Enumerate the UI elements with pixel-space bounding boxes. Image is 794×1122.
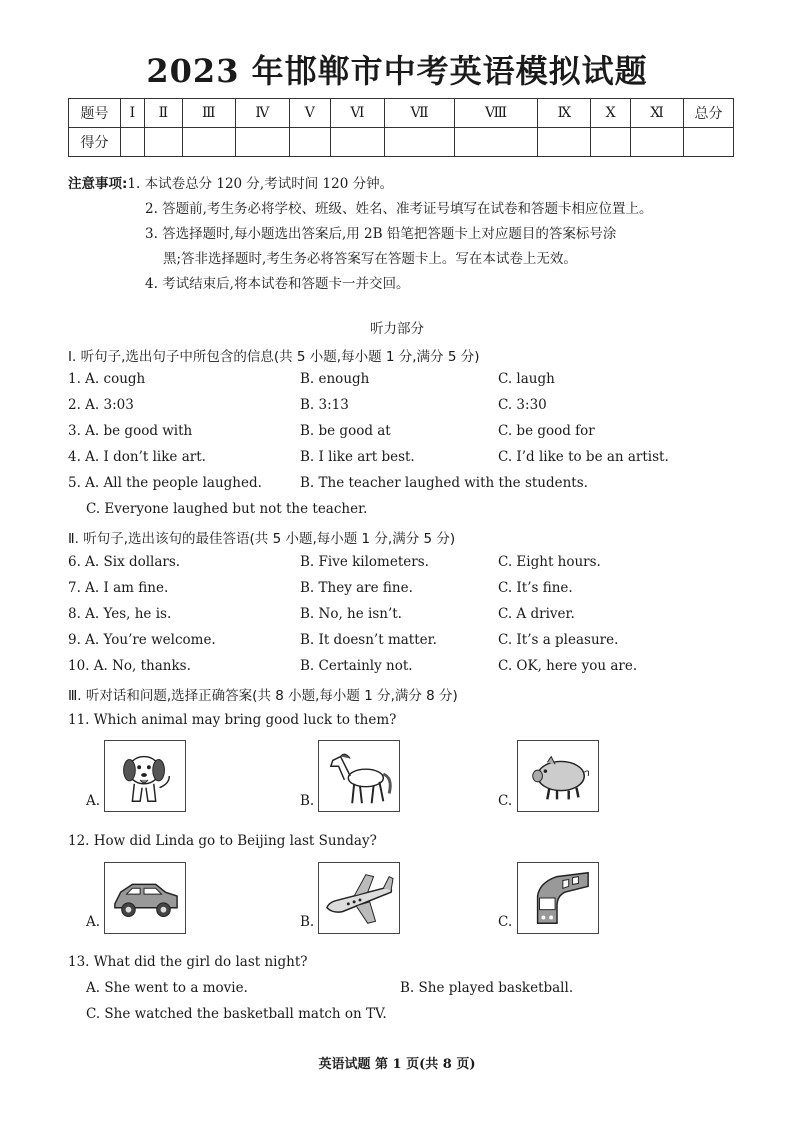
plane-picture [318,862,400,934]
q4-option-c: C. I’d like to be an artist. [498,449,669,465]
note-row [68,172,738,197]
horse-picture [318,740,400,812]
score-table-part: Ⅴ [290,99,330,128]
score-cell[interactable] [591,128,631,157]
q11-question: 11. Which animal may bring good luck to them? [68,712,397,728]
part3-heading: Ⅲ. 听对话和问题,选择正确答案(共 8 小题,每小题 1 分,满分 8 分) [68,688,458,704]
score-cell[interactable] [290,128,330,157]
score-cell[interactable] [235,128,289,157]
score-table [68,98,734,157]
score-table-part: Ⅰ [121,99,145,128]
page-footer: 英语试题 第 1 页(共 8 页) [318,1057,476,1072]
score-cell[interactable] [538,128,591,157]
q1-option-a: 1. A. cough [68,371,146,387]
notes-label: 注意事项: [68,176,128,192]
page-title: 2023 年邯郸市中考英语模拟试题 [146,52,648,90]
q13-option-c: C. She watched the basketball match on TV. [86,1006,387,1022]
q3-option-b: B. be good at [300,423,391,439]
car-picture [104,862,186,934]
dog-icon [105,741,185,811]
q6-option-b: B. Five kilometers. [300,554,429,570]
note-item: 1. 本试卷总分 120 分,考试时间 120 分钟。 [127,176,394,192]
score-cell[interactable] [182,128,235,157]
score-table-label: 得分 [69,128,121,157]
score-cell[interactable] [454,128,538,157]
q1-option-c: C. laugh [498,371,555,387]
q2-option-c: C. 3:30 [498,397,547,413]
q5-option-a: 5. A. All the people laughed. [68,475,262,491]
score-table-part: Ⅱ [144,99,182,128]
q5-option-c: C. Everyone laughed but not the teacher. [86,501,368,517]
q12-question: 12. How did Linda go to Beijing last Sunday? [68,833,377,849]
q6-option-a: 6. A. Six dollars. [68,554,181,570]
pig-icon [518,741,598,811]
q8-option-a: 8. A. Yes, he is. [68,606,172,622]
q11-option-b-label: B. [300,793,315,809]
q9-option-a: 9. A. You’re welcome. [68,632,216,648]
q3-option-c: C. be good for [498,423,595,439]
exam-notes [68,172,738,297]
score-table-part: Ⅲ [182,99,235,128]
q11-option-c-label: C. [498,793,513,809]
score-cell[interactable] [684,128,734,157]
q12-option-b-label: B. [300,914,315,930]
horse-icon [319,741,399,811]
q4-option-a: 4. A. I don’t like art. [68,449,206,465]
section-title: 听力部分 [370,321,424,337]
score-table-total: 总分 [684,99,734,128]
q13-option-b: B. She played basketball. [400,980,574,996]
q10-option-c: C. OK, here you are. [498,658,638,674]
part1-heading: Ⅰ. 听句子,选出句子中所包含的信息(共 5 小题,每小题 1 分,满分 5 分) [68,349,480,365]
dog-picture [104,740,186,812]
q8-option-c: C. A driver. [498,606,575,622]
q9-option-c: C. It’s a pleasure. [498,632,619,648]
note-item: 3. 答选择题时,每小题选出答案后,用 2B 铅笔把答题卡上对应题目的答案标号涂 [145,226,617,242]
q13-option-a: A. She went to a movie. [86,980,248,996]
note-item: 黑;答非选择题时,考生务必将答案写在答题卡上。写在本试卷上无效。 [163,251,577,267]
train-icon [518,863,598,933]
car-icon [105,863,185,933]
score-cell[interactable] [385,128,454,157]
score-cell[interactable] [144,128,182,157]
score-table-part: Ⅸ [538,99,591,128]
q5-option-b: B. The teacher laughed with the students. [300,475,588,491]
score-cell[interactable] [330,128,385,157]
q10-option-b: B. Certainly not. [300,658,413,674]
score-table-header-row [69,99,734,128]
q3-option-a: 3. A. be good with [68,423,193,439]
score-table-label: 题号 [69,99,121,128]
q12-option-a-label: A. [86,914,101,930]
score-table-part: Ⅺ [631,99,684,128]
part2-heading: Ⅱ. 听句子,选出该句的最佳答语(共 5 小题,每小题 1 分,满分 5 分) [68,531,456,547]
score-cell[interactable] [631,128,684,157]
score-table-part: Ⅶ [385,99,454,128]
q7-option-a: 7. A. I am fine. [68,580,169,596]
q8-option-b: B. No, he isn’t. [300,606,402,622]
score-cell[interactable] [121,128,145,157]
q7-option-c: C. It’s fine. [498,580,573,596]
q9-option-b: B. It doesn’t matter. [300,632,437,648]
pig-picture [517,740,599,812]
q6-option-c: C. Eight hours. [498,554,601,570]
q2-option-b: B. 3:13 [300,397,349,413]
score-table-part: Ⅵ [330,99,385,128]
q4-option-b: B. I like art best. [300,449,415,465]
score-table-part: Ⅳ [235,99,289,128]
score-table-score-row [69,128,734,157]
q7-option-b: B. They are fine. [300,580,413,596]
plane-icon [319,863,399,933]
q1-option-b: B. enough [300,371,370,387]
q11-option-a-label: A. [86,793,101,809]
score-table-part: Ⅹ [591,99,631,128]
score-table-part: Ⅷ [454,99,538,128]
q2-option-a: 2. A. 3:03 [68,397,134,413]
q13-question: 13. What did the girl do last night? [68,954,308,970]
note-item: 2. 答题前,考生务必将学校、班级、姓名、准考证号填写在试卷和答题卡相应位置上。 [145,201,653,217]
train-picture [517,862,599,934]
q10-option-a: 10. A. No, thanks. [68,658,191,674]
note-item: 4. 考试结束后,将本试卷和答题卡一并交回。 [145,276,410,292]
q12-option-c-label: C. [498,914,513,930]
